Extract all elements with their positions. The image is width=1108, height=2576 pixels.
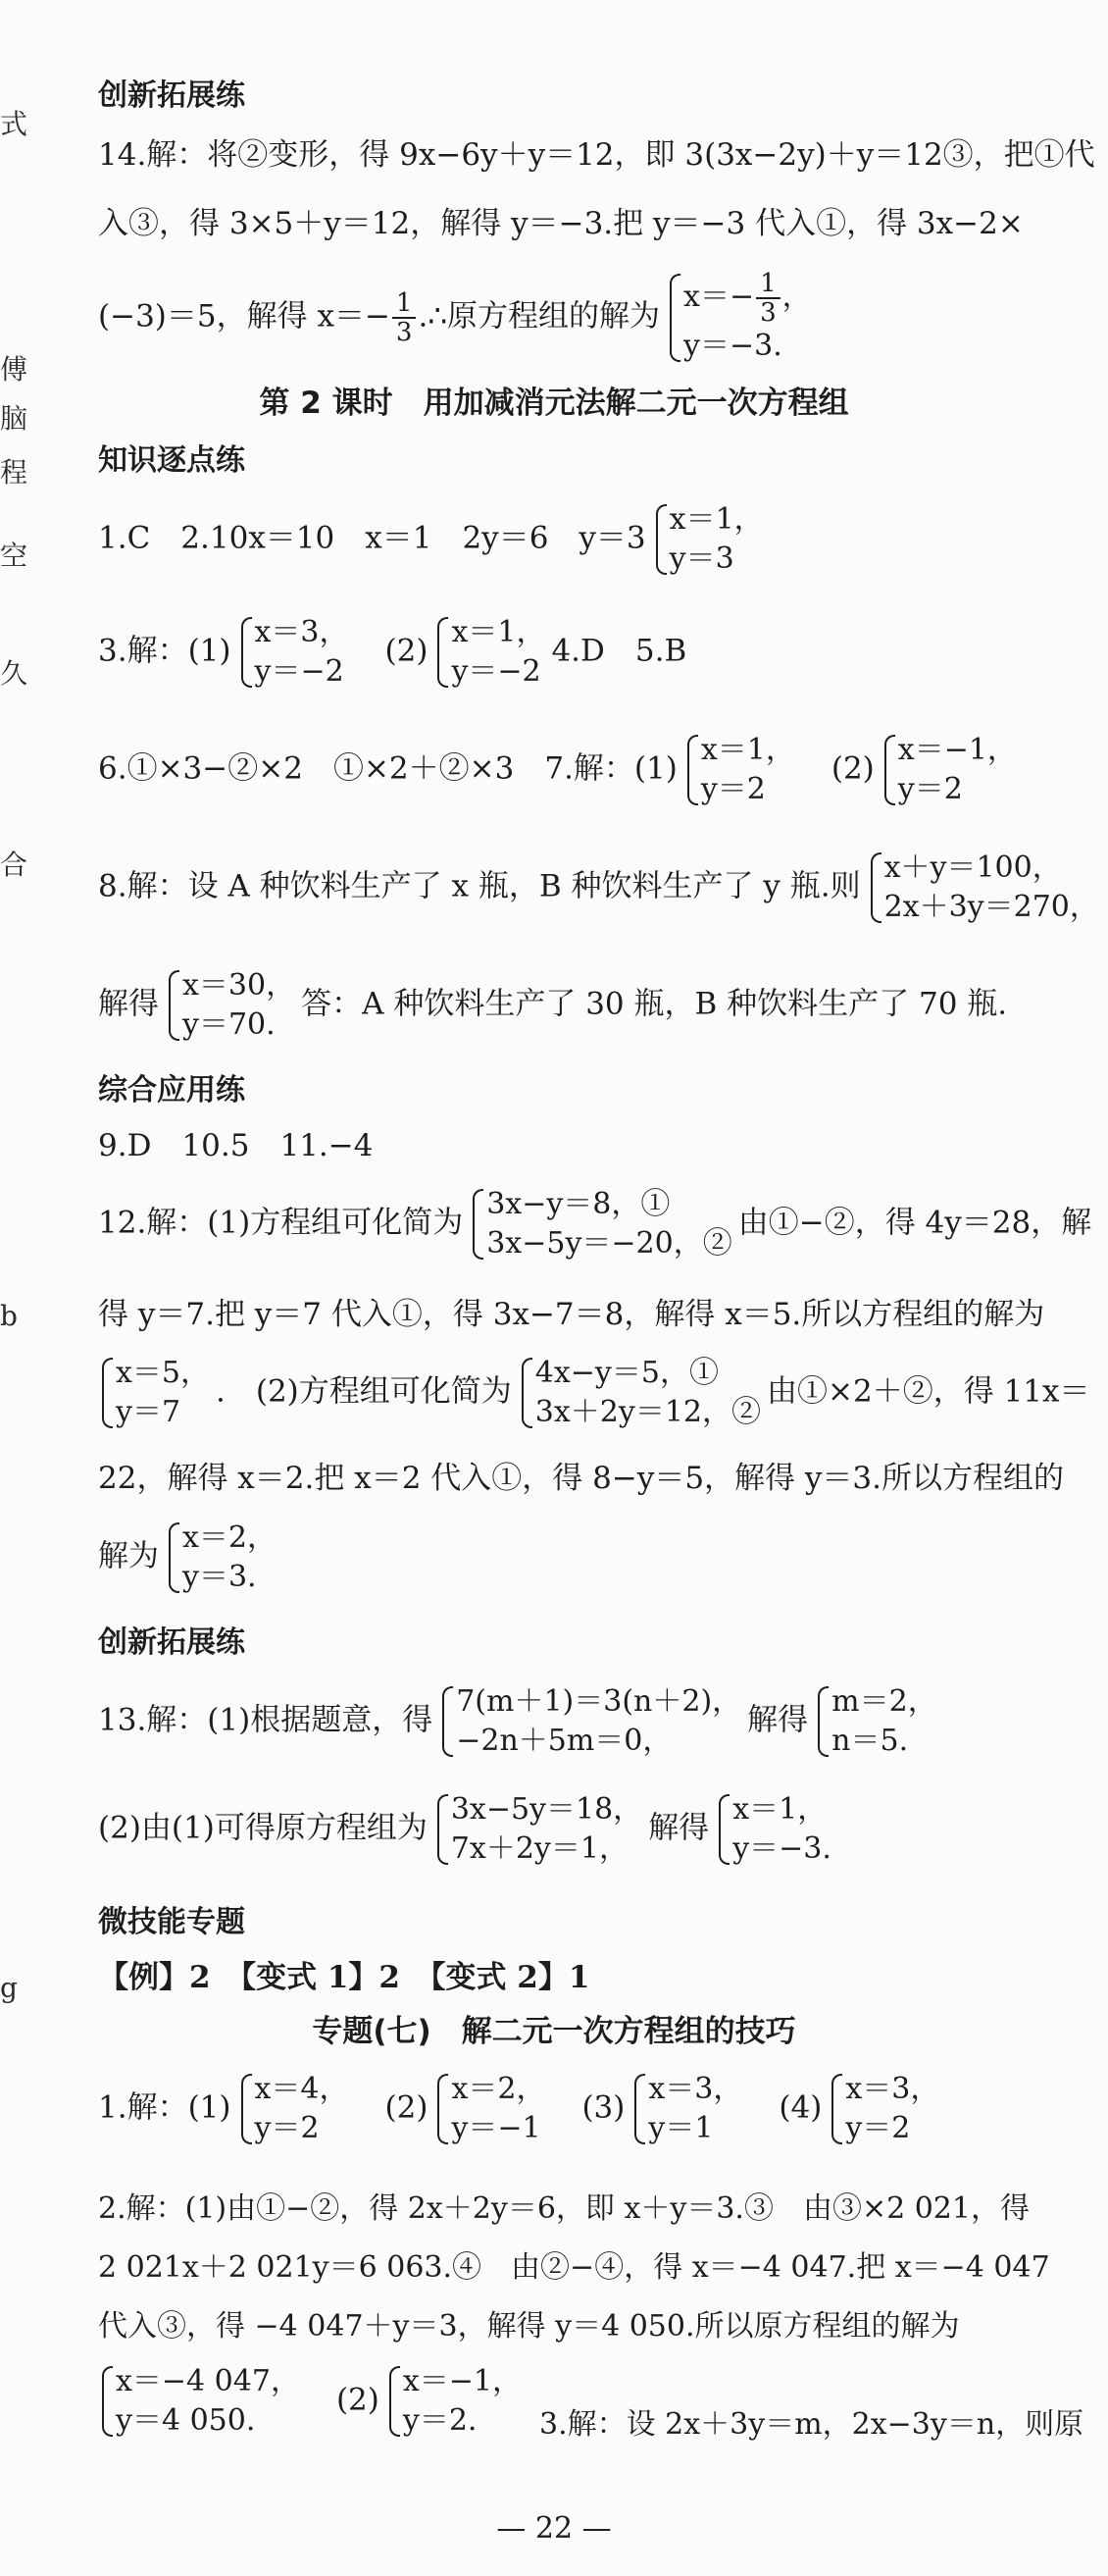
text-segment: (2): [384, 633, 428, 669]
text-line: 3.解：设 2x＋3y＝m，2x−3y＝n，则原: [539, 2407, 1084, 2442]
equation-system: [385, 2362, 522, 2441]
equation-row: x＝−1，: [897, 733, 1017, 767]
text-segment: (3): [581, 2089, 626, 2126]
text-segment: (4): [779, 2089, 823, 2126]
lesson-title: 第 2 课时 用加减消元法解二元一次方程组: [259, 386, 849, 421]
edge-char: 久: [0, 657, 28, 690]
equation-row: x＝3，: [254, 615, 349, 649]
text-segment: 12.解：(1)方程组可化简为: [98, 1205, 464, 1241]
equation-row: −2n＋5m＝0，: [456, 1724, 673, 1758]
equation-row: 3x＋2y＝12，②: [534, 1395, 761, 1429]
equation-row: x＋y＝100，: [883, 850, 1062, 885]
equation-row: 3x−5y＝−20，②: [486, 1226, 732, 1261]
equation-row: y＝−1: [451, 2111, 541, 2145]
equation-row: x＝1，: [669, 502, 764, 537]
equation-system: [715, 1790, 831, 1869]
equation-row: x＝2，: [451, 2072, 546, 2106]
text-line: [98, 1519, 282, 1597]
edge-char: 脑: [0, 402, 28, 435]
text-segment: 6.①×3−②×2 ①×2＋②×3 7.解：(1): [98, 750, 678, 787]
edge-char: 合: [0, 849, 28, 881]
equation-system: [433, 1790, 642, 1869]
equation-row: 2x＋3y＝270，: [883, 890, 1099, 924]
equation-row: y＝7: [116, 1395, 181, 1429]
equation-row: 7x＋2y＝1，: [450, 1831, 629, 1866]
edge-char: 式: [0, 108, 28, 140]
text-line: [98, 2362, 528, 2441]
equation-row: x＝1，: [700, 733, 795, 767]
edge-char: g: [0, 1972, 18, 2004]
fraction: [756, 270, 781, 327]
equation-row: x＝−4 047，: [116, 2364, 300, 2398]
equation-row: [683, 270, 812, 327]
numerator: 1: [392, 289, 417, 319]
text-segment: (2): [831, 750, 875, 787]
equation-row: n＝5.: [831, 1724, 909, 1758]
text-line: [98, 613, 686, 692]
text-segment: 3.解：(1): [98, 633, 231, 669]
edge-char: b: [0, 1300, 18, 1332]
text-line: [98, 849, 1105, 927]
equation-row: y＝2: [845, 2111, 911, 2145]
equation-row: y＝3.: [182, 1560, 257, 1594]
text-segment: 8.解：设 A 种饮料生产了 x 瓶，B 种饮料生产了 y 瓶.则: [98, 868, 861, 904]
text-segment: .∴原方程组的解为: [418, 298, 661, 335]
equation-system: [630, 2070, 742, 2148]
equation-row: x＝1，: [451, 615, 546, 649]
text-line: 2 021x＋2 021y＝6 063.④ 由②−④，得 x＝−4 047.把 x＝−4 047: [98, 2250, 1050, 2285]
equation-row: x＝3，: [845, 2072, 940, 2106]
equation-row: y＝−3.: [732, 1831, 831, 1866]
equation-row: 3x−5y＝18，: [450, 1792, 643, 1827]
equation-row: y＝2: [700, 772, 766, 806]
equation-system: [433, 2070, 545, 2148]
text-line: [98, 1790, 837, 1869]
equation-system: [469, 1185, 732, 1263]
equation-system: [237, 2070, 349, 2148]
equation-system: [814, 1682, 937, 1761]
text-segment: (2): [384, 2089, 428, 2126]
text-segment: 答：A 种饮料生产了 30 瓶，B 种饮料生产了 70 瓶.: [301, 986, 1008, 1022]
text-segment: 由①×2＋②，得 11x＝: [767, 1373, 1090, 1410]
text-line: 9.D 10.5 11.−4: [98, 1128, 374, 1163]
text-line: [98, 731, 1023, 809]
text-line: 14.解：将②变形，得 9x−6y＋y＝12，即 3(3x−2y)＋y＝12③，把①代: [98, 137, 1095, 173]
text-segment: (2): [335, 2382, 379, 2418]
equation-row: x＝−1，: [402, 2364, 523, 2398]
text-line: [98, 1354, 1089, 1432]
text-line: 22，解得 x＝2.把 x＝2 代入①，得 8−y＝5，解得 y＝3.所以方程组的: [98, 1461, 1065, 1496]
equation-system: [237, 613, 349, 692]
section-heading: 微技能专题: [98, 1905, 245, 1939]
denominator: 3: [395, 318, 413, 347]
equation-row: x＝5，: [116, 1356, 211, 1390]
equation-row: m＝2，: [831, 1684, 937, 1719]
text-line: [98, 1185, 1091, 1263]
text-segment: (−3)＝5，解得 x＝−: [98, 298, 390, 335]
equation-row: x＝2，: [182, 1520, 277, 1555]
text-line: 代入③，得 −4 047＋y＝3，解得 y＝4 050.所以原方程组的解为: [98, 2309, 960, 2344]
equation-row: x＝3，: [648, 2072, 743, 2106]
equation-row: y＝2: [254, 2111, 320, 2145]
text-segment: 解为: [98, 1538, 159, 1574]
text-segment: ，: [781, 280, 812, 314]
denominator: 3: [760, 298, 777, 328]
equation-system: [98, 2362, 300, 2441]
equation-row: x＝30，: [182, 968, 296, 1003]
equation-row: y＝−3.: [683, 329, 782, 363]
text-segment: 解得: [98, 986, 159, 1022]
section-heading: 创新拓展练: [98, 78, 245, 113]
numerator: 1: [756, 270, 781, 299]
equation-system: [165, 966, 295, 1045]
text-segment: 4.D 5.B: [551, 633, 687, 669]
text-segment: x＝−: [683, 280, 755, 314]
topic-title: 专题(七) 解二元一次方程组的技巧: [312, 2014, 796, 2049]
text-line: [98, 1682, 943, 1761]
equation-system: [867, 849, 1099, 927]
text-segment: 由①−②，得 4y＝28，解: [737, 1205, 1092, 1241]
text-line: 入③，得 3×5＋y＝12，解得 y＝−3.把 y＝−3 代入①，得 3x−2×: [98, 206, 1024, 241]
text-line: 【例】2 【变式 1】2 【变式 2】1: [98, 1960, 590, 1995]
text-line: 2.解：(1)由①−②，得 2x＋2y＝6，即 x＋y＝3.③ 由③×2 021，得: [98, 2191, 1030, 2226]
text-line: [98, 2070, 945, 2148]
equation-system: [683, 731, 795, 809]
text-segment: 1.C 2.10x＝10 x＝1 2y＝6 y＝3: [98, 520, 646, 556]
equation-row: y＝4 050.: [116, 2403, 256, 2438]
edge-char: 空: [0, 540, 28, 572]
section-heading: 综合应用练: [98, 1073, 245, 1108]
text-segment: (2)由(1)可得原方程组为: [98, 1810, 428, 1846]
equation-row: y＝2.: [402, 2403, 478, 2438]
equation-row: y＝3: [669, 541, 734, 576]
text-segment: 解得: [747, 1702, 809, 1738]
edge-char: 傅: [0, 353, 28, 386]
page-number: — 22 —: [496, 2511, 612, 2546]
equation-row: 3x−y＝8，①: [486, 1187, 671, 1221]
equation-system: [881, 731, 1017, 809]
equation-system: [438, 1682, 741, 1761]
equation-row: y＝2: [897, 772, 963, 806]
equation-system: [98, 1354, 210, 1432]
text-segment: . (2)方程组可化简为: [216, 1373, 512, 1410]
equation-row: x＝4，: [254, 2072, 349, 2106]
equation-system: [828, 2070, 939, 2148]
text-segment: 解得: [648, 1810, 710, 1846]
equation-system: [666, 270, 812, 366]
text-segment: 13.解：(1)根据题意，得: [98, 1702, 433, 1738]
text-line: 得 y＝7.把 y＝7 代入①，得 3x−7＝8，解得 x＝5.所以方程组的解为: [98, 1297, 1045, 1332]
equation-system: [518, 1354, 761, 1432]
equation-system: [652, 500, 764, 579]
text-line: [98, 500, 770, 579]
equation-row: x＝1，: [732, 1792, 828, 1827]
equation-row: y＝70.: [182, 1007, 276, 1042]
section-heading: 知识逐点练: [98, 443, 245, 478]
section-heading: 创新拓展练: [98, 1625, 245, 1660]
text-line: [98, 966, 1007, 1045]
edge-char: 程: [0, 456, 28, 489]
text-line: [98, 270, 818, 366]
equation-row: y＝−2: [254, 654, 344, 689]
equation-system: [433, 613, 545, 692]
equation-row: y＝1: [648, 2111, 714, 2145]
equation-row: 7(m＋1)＝3(n＋2)，: [456, 1684, 742, 1719]
equation-row: 4x−y＝5，①: [534, 1356, 719, 1390]
text-segment: 1.解：(1): [98, 2089, 231, 2126]
equation-system: [165, 1519, 277, 1597]
fraction: [392, 289, 417, 346]
equation-row: y＝−2: [451, 654, 541, 689]
